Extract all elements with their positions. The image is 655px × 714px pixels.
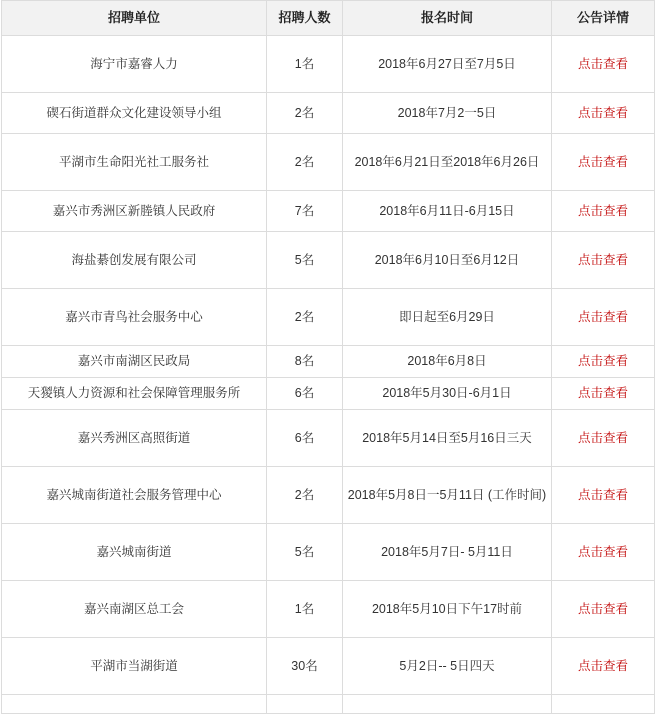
detail-link[interactable]: 点击查看 bbox=[577, 354, 628, 369]
cell-unit: 平湖市当湖街道 bbox=[2, 638, 267, 695]
cell-time: 2018年5月7日- 5月11日 bbox=[343, 524, 552, 581]
detail-link[interactable]: 点击查看 bbox=[577, 430, 628, 445]
cell-unit: 嘉兴城南街道 bbox=[2, 524, 267, 581]
cell-empty bbox=[267, 695, 343, 714]
table-row bbox=[2, 134, 655, 191]
detail-link[interactable]: 点击查看 bbox=[577, 601, 628, 616]
cell-unit: 嘉兴秀洲区高照街道 bbox=[2, 410, 267, 467]
detail-link[interactable]: 点击查看 bbox=[577, 203, 628, 218]
detail-link[interactable]: 点击查看 bbox=[577, 544, 628, 559]
table-body bbox=[2, 36, 655, 714]
table-row bbox=[2, 524, 655, 581]
detail-link[interactable]: 点击查看 bbox=[577, 252, 628, 267]
detail-link[interactable]: 点击查看 bbox=[577, 56, 628, 71]
cell-count: 2名 bbox=[267, 467, 343, 524]
cell-time: 5月2日-- 5日四天 bbox=[343, 638, 552, 695]
cell-time: 2018年5月8日一5月11日 (工作时间) bbox=[343, 467, 552, 524]
cell-count: 2名 bbox=[267, 93, 343, 134]
cell-unit: 嘉兴南湖区总工会 bbox=[2, 581, 267, 638]
cell-unit: 嘉兴市青鸟社会服务中心 bbox=[2, 289, 267, 346]
cell-time: 2018年6月10日至6月12日 bbox=[343, 232, 552, 289]
detail-link[interactable]: 点击查看 bbox=[577, 487, 628, 502]
cell-detail bbox=[552, 93, 655, 134]
cell-empty bbox=[2, 695, 267, 714]
cell-detail bbox=[552, 191, 655, 232]
cell-time: 即日起至6月29日 bbox=[343, 289, 552, 346]
cell-detail bbox=[552, 378, 655, 410]
column-header-detail: 公告详情 bbox=[552, 1, 655, 36]
column-header-time: 报名时间 bbox=[343, 1, 552, 36]
cell-count: 6名 bbox=[267, 378, 343, 410]
cell-count: 30名 bbox=[267, 638, 343, 695]
cell-detail bbox=[552, 36, 655, 93]
cell-empty bbox=[343, 695, 552, 714]
cell-detail bbox=[552, 134, 655, 191]
cell-count: 5名 bbox=[267, 232, 343, 289]
table-row bbox=[2, 467, 655, 524]
cell-unit: 嘉兴市秀洲区新塍镇人民政府 bbox=[2, 191, 267, 232]
cell-detail bbox=[552, 410, 655, 467]
cell-detail bbox=[552, 638, 655, 695]
cell-count: 1名 bbox=[267, 36, 343, 93]
cell-time: 2018年5月10日下午17时前 bbox=[343, 581, 552, 638]
cell-unit: 天猣镇人力资源和社会保障管理服务所 bbox=[2, 378, 267, 410]
table-row bbox=[2, 191, 655, 232]
cell-time: 2018年7月2一5日 bbox=[343, 93, 552, 134]
table-row bbox=[2, 36, 655, 93]
table-header bbox=[2, 1, 655, 36]
cell-unit: 平湖市生命阳光社工服务社 bbox=[2, 134, 267, 191]
detail-link[interactable]: 点击查看 bbox=[577, 386, 628, 401]
table-row-partial bbox=[2, 695, 655, 714]
cell-count: 1名 bbox=[267, 581, 343, 638]
cell-count: 7名 bbox=[267, 191, 343, 232]
recruitment-table bbox=[1, 0, 655, 714]
column-header-count: 招聘人数 bbox=[267, 1, 343, 36]
column-header-unit: 招聘单位 bbox=[2, 1, 267, 36]
cell-time: 2018年5月14日至5月16日三天 bbox=[343, 410, 552, 467]
cell-time: 2018年5月30日-6月1日 bbox=[343, 378, 552, 410]
table-row bbox=[2, 289, 655, 346]
cell-unit: 嘉兴城南街道社会服务管理中心 bbox=[2, 467, 267, 524]
detail-link[interactable]: 点击查看 bbox=[577, 154, 628, 169]
cell-count: 2名 bbox=[267, 289, 343, 346]
cell-detail bbox=[552, 467, 655, 524]
cell-unit: 海盐綦创发展有限公司 bbox=[2, 232, 267, 289]
table-row bbox=[2, 410, 655, 467]
cell-count: 8名 bbox=[267, 346, 343, 378]
detail-link[interactable]: 点击查看 bbox=[577, 309, 628, 324]
cell-empty bbox=[552, 695, 655, 714]
cell-count: 2名 bbox=[267, 134, 343, 191]
cell-detail bbox=[552, 346, 655, 378]
cell-time: 2018年6月27日至7月5日 bbox=[343, 36, 552, 93]
table-row bbox=[2, 638, 655, 695]
recruitment-table-container bbox=[1, 0, 654, 714]
cell-time: 2018年6月11日-6月15日 bbox=[343, 191, 552, 232]
table-header-row bbox=[2, 1, 655, 36]
detail-link[interactable]: 点击查看 bbox=[577, 658, 628, 673]
cell-unit: 嘉兴市南湖区民政局 bbox=[2, 346, 267, 378]
detail-link[interactable]: 点击查看 bbox=[577, 105, 628, 120]
cell-time: 2018年6月21日至2018年6月26日 bbox=[343, 134, 552, 191]
cell-detail bbox=[552, 232, 655, 289]
cell-detail bbox=[552, 289, 655, 346]
cell-detail bbox=[552, 581, 655, 638]
table-row bbox=[2, 378, 655, 410]
cell-count: 5名 bbox=[267, 524, 343, 581]
cell-time: 2018年6月8日 bbox=[343, 346, 552, 378]
cell-detail bbox=[552, 524, 655, 581]
cell-unit: 碶石街道群众文化建设领导小组 bbox=[2, 93, 267, 134]
cell-unit: 海宁市嘉睿人力 bbox=[2, 36, 267, 93]
table-row bbox=[2, 581, 655, 638]
table-row bbox=[2, 346, 655, 378]
table-row bbox=[2, 232, 655, 289]
table-row bbox=[2, 93, 655, 134]
cell-count: 6名 bbox=[267, 410, 343, 467]
